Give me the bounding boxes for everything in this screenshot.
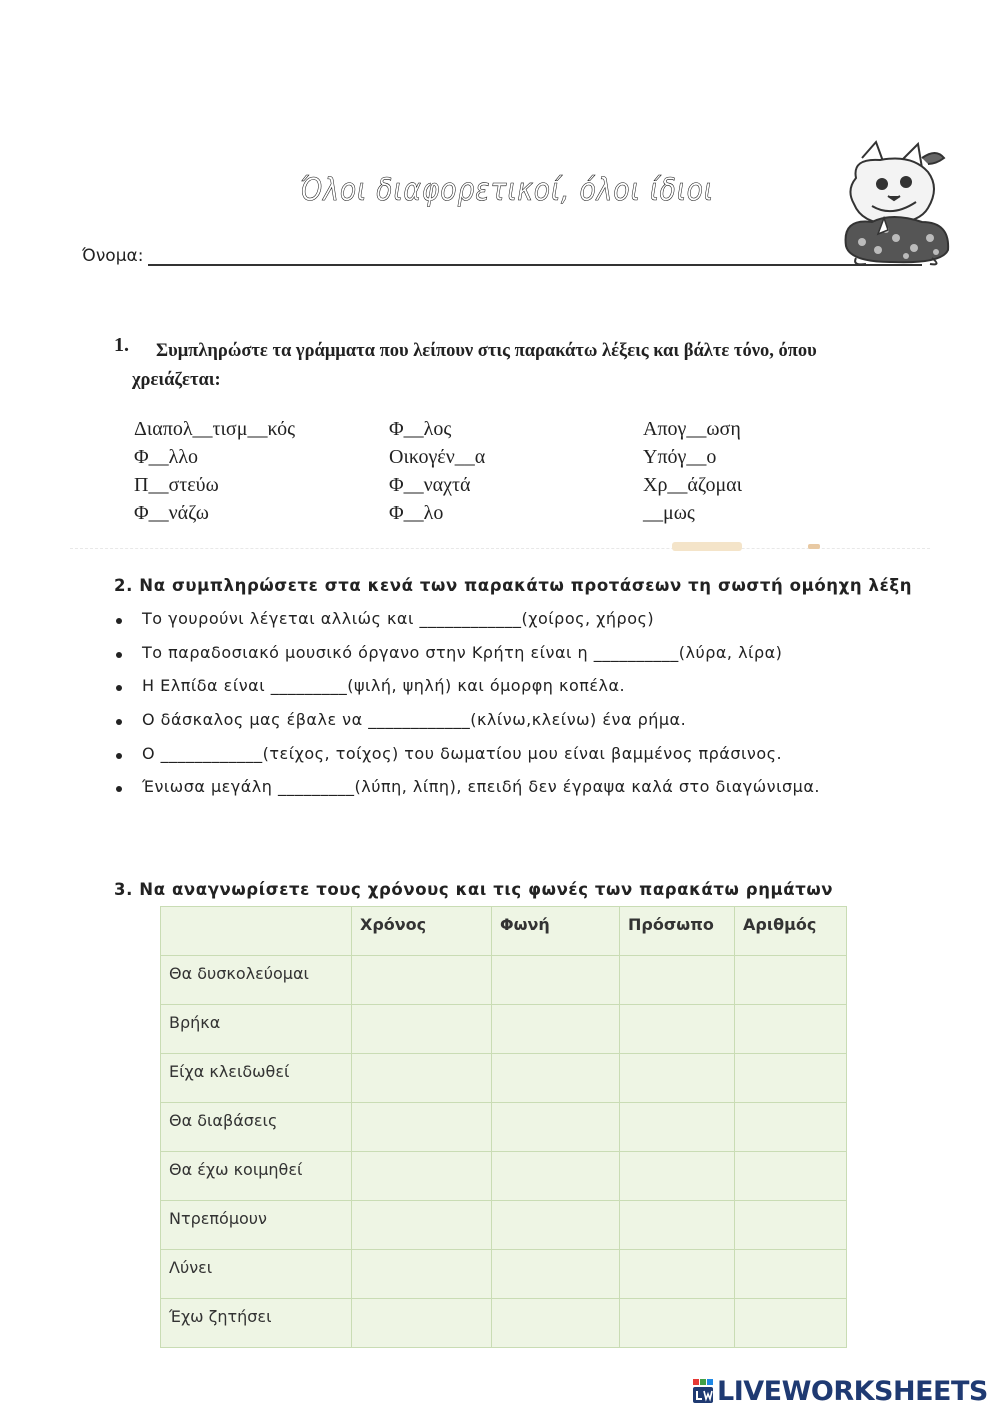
verb-analysis-table	[160, 906, 847, 1348]
q1-word[interactable]: Υπόγ__ο	[643, 446, 717, 468]
answer-cell[interactable]	[735, 1005, 847, 1054]
answer-cell[interactable]	[620, 956, 735, 1005]
answer-cell[interactable]	[492, 1299, 620, 1348]
verb-cell: Βρήκα	[161, 1005, 352, 1054]
answer-cell[interactable]	[735, 1201, 847, 1250]
answer-cell[interactable]	[352, 1152, 492, 1201]
table-row	[161, 1201, 847, 1250]
scan-stain	[672, 542, 742, 551]
q1-number: 1.	[114, 334, 129, 356]
answer-cell[interactable]	[492, 1054, 620, 1103]
q2-sentence[interactable]: Ο δάσκαλος μας έβαλε να ____________(κλίνω,κλείνω) ένα ρήμα.	[142, 710, 687, 729]
answer-cell[interactable]	[620, 1250, 735, 1299]
q1-word[interactable]: Φ__νάζω	[134, 502, 209, 524]
answer-cell[interactable]	[735, 1299, 847, 1348]
verb-cell: Είχα κλειδωθεί	[161, 1054, 352, 1103]
answer-cell[interactable]	[735, 1152, 847, 1201]
answer-cell[interactable]	[492, 1250, 620, 1299]
name-input-line[interactable]	[148, 264, 922, 266]
name-label: Όνομα:	[82, 246, 144, 266]
q1-word[interactable]: __μως	[643, 502, 695, 524]
q3-heading: 3. Να αναγνωρίσετε τους χρόνους και τις φωνές των παρακάτω ρημάτων	[114, 880, 834, 899]
q1-word[interactable]: Φ__λο	[389, 502, 444, 524]
q2-heading: 2. Να συμπληρώσετε στα κενά των παρακάτω προτάσεων τη σωστή ομόηχη λέξη	[114, 576, 913, 595]
table-row	[161, 1250, 847, 1299]
brand-name: LIVEWORKSHEETS	[717, 1375, 988, 1407]
answer-cell[interactable]	[620, 1103, 735, 1152]
q2-sentence[interactable]: Το γουρούνι λέγεται αλλιώς και ____________(χοίρος, χήρος)	[142, 609, 655, 628]
cat-mascot-image	[832, 138, 962, 266]
answer-cell[interactable]	[492, 956, 620, 1005]
answer-cell[interactable]	[352, 1250, 492, 1299]
answer-cell[interactable]	[620, 1054, 735, 1103]
table-header-row	[161, 907, 847, 956]
answer-cell[interactable]	[352, 1299, 492, 1348]
answer-cell[interactable]	[735, 1250, 847, 1299]
table-row	[161, 1054, 847, 1103]
answer-cell[interactable]	[735, 1103, 847, 1152]
answer-cell[interactable]	[735, 956, 847, 1005]
verb-cell: Θα δυσκολεύομαι	[161, 956, 352, 1005]
bullet-icon	[116, 618, 122, 624]
table-header-cell	[161, 907, 352, 956]
q1-word[interactable]: Απογ__ωση	[643, 418, 741, 440]
answer-cell[interactable]	[492, 1201, 620, 1250]
answer-cell[interactable]	[492, 1152, 620, 1201]
section-divider	[70, 548, 930, 549]
verb-cell: Έχω ζητήσει	[161, 1299, 352, 1348]
verb-cell: Λύνει	[161, 1250, 352, 1299]
answer-cell[interactable]	[352, 1201, 492, 1250]
q2-sentence[interactable]: Ένιωσα μεγάλη _________(λύπη, λίπη), επειδή δεν έγραψα καλά στο διαγώνισμα.	[142, 777, 820, 796]
q1-word[interactable]: Π__στεύω	[134, 474, 219, 496]
liveworksheets-logo-icon	[693, 1377, 715, 1405]
answer-cell[interactable]	[620, 1005, 735, 1054]
answer-cell[interactable]	[352, 1103, 492, 1152]
q1-word[interactable]: Διαπολ__τισμ__κός	[134, 418, 295, 440]
q1-word[interactable]: Φ__λλο	[134, 446, 199, 468]
table-row	[161, 1299, 847, 1348]
scan-stain	[808, 544, 820, 549]
table-header-cell: Αριθμός	[735, 907, 847, 956]
q1-text-line1: Συμπληρώστε τα γράμματα που λείπουν στις παρακάτω λέξεις και βάλτε τόνο, όπου	[156, 341, 817, 361]
bullet-icon	[116, 652, 122, 658]
q2-sentence[interactable]: Ο ____________(τείχος, τοίχος) του δωματίου μου είναι βαμμένος πράσινος.	[142, 744, 783, 763]
q2-sentence[interactable]: Η Ελπίδα είναι _________(ψιλή, ψηλή) και όμορφη κοπέλα.	[142, 676, 626, 695]
liveworksheets-watermark	[693, 1375, 988, 1407]
table-header-cell: Πρόσωπο	[620, 907, 735, 956]
answer-cell[interactable]	[352, 956, 492, 1005]
verb-cell: Θα έχω κοιμηθεί	[161, 1152, 352, 1201]
q1-text-line2: χρειάζεται:	[132, 370, 221, 390]
table-header-cell: Φωνή	[492, 907, 620, 956]
answer-cell[interactable]	[620, 1201, 735, 1250]
bullet-icon	[116, 719, 122, 725]
answer-cell[interactable]	[352, 1054, 492, 1103]
q1-word[interactable]: Φ__ναχτά	[389, 474, 471, 496]
q1-word[interactable]: Χρ__άζομαι	[643, 474, 743, 496]
worksheet-title: Όλοι διαφορετικοί, όλοι ίδιοι	[300, 172, 714, 208]
bullet-icon	[116, 753, 122, 759]
answer-cell[interactable]	[492, 1005, 620, 1054]
verb-cell: Ντρεπόμουν	[161, 1201, 352, 1250]
answer-cell[interactable]	[620, 1152, 735, 1201]
bullet-icon	[116, 786, 122, 792]
answer-cell[interactable]	[620, 1299, 735, 1348]
q1-instructions	[132, 337, 896, 395]
q1-word[interactable]: Φ__λος	[389, 418, 452, 440]
table-row	[161, 1152, 847, 1201]
table-row	[161, 1103, 847, 1152]
answer-cell[interactable]	[352, 1005, 492, 1054]
q1-word[interactable]: Οικογέν__α	[389, 446, 486, 468]
answer-cell[interactable]	[492, 1103, 620, 1152]
bullet-icon	[116, 685, 122, 691]
verb-cell: Θα διαβάσεις	[161, 1103, 352, 1152]
table-row	[161, 956, 847, 1005]
answer-cell[interactable]	[735, 1054, 847, 1103]
q2-sentence[interactable]: Το παραδοσιακό μουσικό όργανο στην Κρήτη είναι η __________(λύρα, λίρα)	[142, 643, 783, 662]
table-row	[161, 1005, 847, 1054]
table-header-cell: Χρόνος	[352, 907, 492, 956]
